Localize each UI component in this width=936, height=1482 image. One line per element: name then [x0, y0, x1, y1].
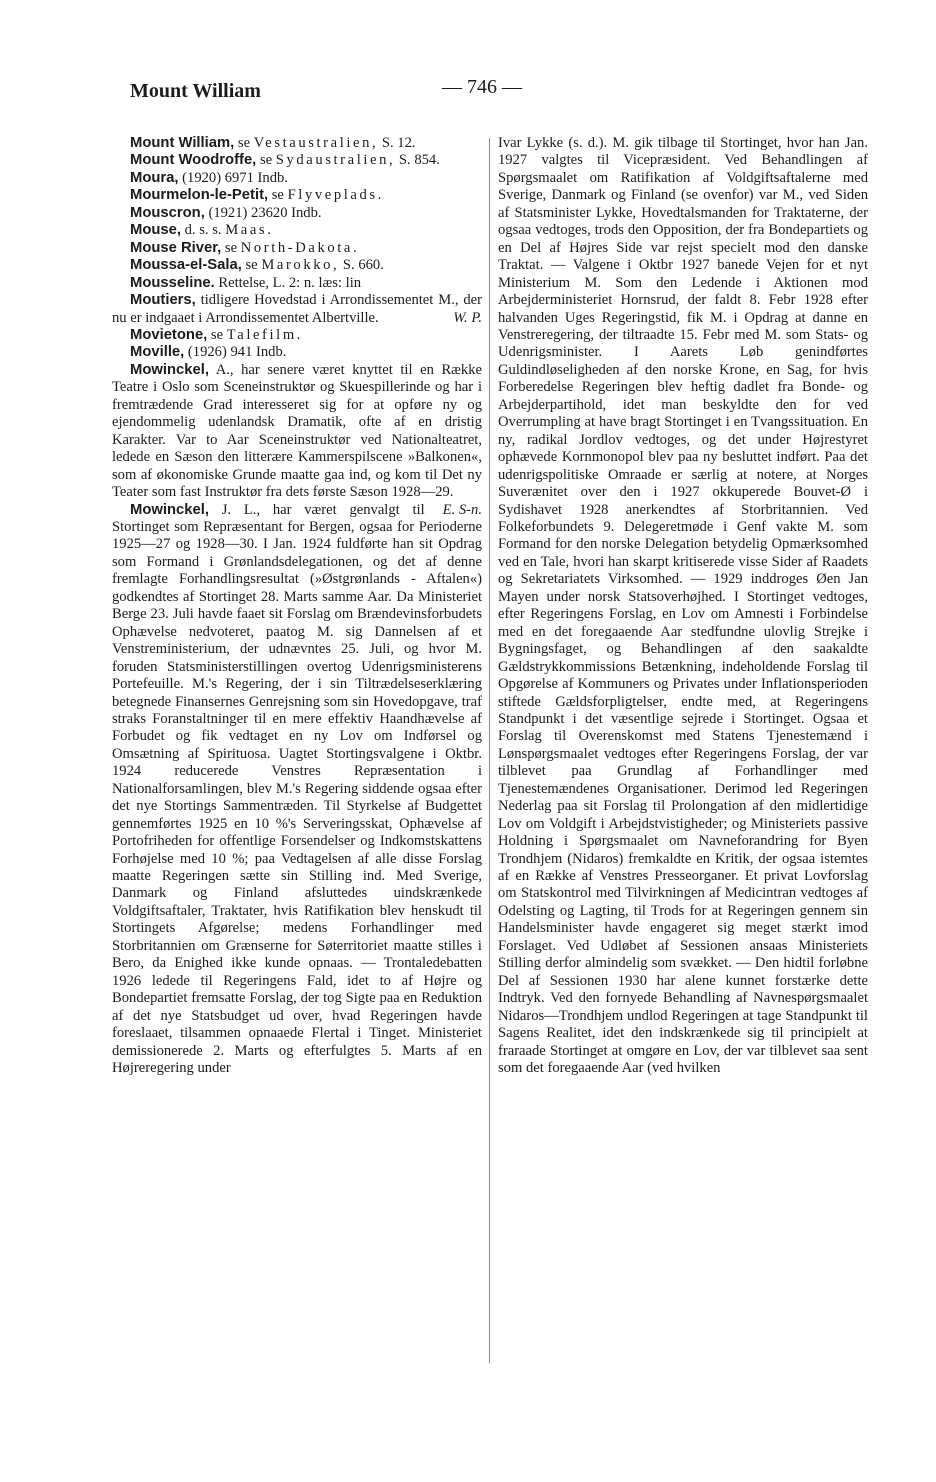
entry-text: S. 660.	[339, 257, 384, 274]
headword: Mount Woodroffe,	[130, 152, 257, 169]
entry-mouse-river	[112, 240, 482, 257]
cross-ref-prefix: se	[241, 257, 262, 274]
author-signature: W. P.	[453, 309, 482, 326]
cross-ref-prefix: se	[256, 152, 276, 169]
entry-mount-william	[112, 135, 482, 152]
entry-mount-woodroffe	[112, 152, 482, 169]
entry-mouse	[112, 222, 482, 239]
headword: Moussa-el-Sala,	[130, 257, 242, 274]
entry-moville	[112, 344, 482, 361]
cross-ref: Flyveplads.	[287, 187, 384, 204]
headword: Mousseline.	[130, 274, 215, 291]
entry-text: (1921) 23620 Indb.	[204, 204, 322, 221]
page-number: — 746 —	[442, 76, 522, 98]
page-header	[112, 74, 877, 108]
column-rule	[489, 138, 490, 1363]
cross-ref: Sydaustralien,	[275, 152, 396, 169]
author-signature: E. S-n.	[442, 501, 482, 518]
entry-text: S. 854.	[395, 152, 440, 169]
entry-mouscron	[112, 205, 482, 222]
entry-text: A., har senere været knyttet til en Række Teatre i Oslo som Sceneinstruktør og Skuespillerinde og har i fremtrædende Grad interesseret sig for at opføre ny og ejendommelig udenlandsk Dramatik, ofte af en dristig Karakter. Var to Aar Sceneinstruktør ved Nationalteatret, ledede en Sæson den litterære Kammerspilscene »Balkonen«, som af økonomiske Grunde maatte gaa ind, og kom til Det ny Teater som fast Instruktør fra dets første Sæson 1928—29.	[112, 361, 482, 501]
continued-text: Ivar Lykke (s. d.). M. gik tilbage til Stortinget, hvor han Jan. 1927 valgtes til Vicepræsident. Ved Behandlingen af Spørgsmaalet om Ratifikation af Voldgiftsaftalerne med Sverige, Danmark og Finland (se ovenfor) var M., ved Siden af Statsminister Lykke, Hovedtalsmanden for Traktaterne, der ogsaa vedtoges, trods den Opposition, der fra Bondepartiets og en Del af Højres Side var rejst specielt mod den danske Traktat. — Valgene i Oktbr 1927 banede Vejen for et nyt Ministerium M. Som den Ledende i Aktionen mod Arbejderministeriet Hornsrud, der faldt 8. Febr 1928 efter halvanden Uges Regeringstid, fik M. i Opdrag at danne en Venstreregering, der tiltraadte 15. Febr med M. som Stats- og Udenrigsminister. I Aarets Løb genindførtes Guldindløseligheden af den norske Krone, en Sag, for hvis Forberedelse Regeringen blev heftig dadlet fra Bonde- og Arbejderpartihold, idet man beskyldte den for ved Overrumpling at have bragt Stortinget i en Tvangssituation. En ny, radikal Jordlov vedtoges, og det under Højrestyret ophævede Kornmonopol blev paa ny besluttet indført. Paa det udenrigspolitiske Omraade er særlig at notere, at Norges Suverænitet over den i 1927 okkuperede Bouvet-Ø i Sydishavet 1928 anerkendtes af Storbritannien. Ved Folkeforbundets 9. Delegeretmøde i Genf vakte M. som Formand for den norske Delegation betydelig Opmærksomhed ved en Tale, hvori han skarpt kritiserede visse Sider af Raadets og Sekretariatets Virksomhed. — 1929 inddroges Øen Jan Mayen under norsk Statsoverhøjhed. I Stortinget vedtoges, efter Regeringens Forslag, en Lov om Amnesti i Forbindelse med en det foregaaende Aar stedfundne ulovlig Strejke i Bygningsfaget, og Behandlingen af den saakaldte Gældstrykkommissions Betænkning, indeholdende Forslag til Opgørelse af Kommuners og Privates under Inflationsperioden stiftede Gældsforpligtelser, endte med, at Regeringens Standpunkt i det væsentlige sejrede i Stortinget. Ogsaa et Forslag til Overenskomst med Statens Tjenestemænd i Lønspørgsmaalet vedtoges efter Regeringens Forslag, der var tilblevet paa Grundlag af Forhandlinger med Tjenestemændenes Organisationer. Derimod led Regeringen Nederlag paa sit Forslag til Prolongation af den midlertidige Lov om Voldgift i Arbejdstvistigheder; og Ministeriets passive Holdning i Spørgsmaalet om Navneforandring for Byen Trondhjem (Nidaros) fremkaldte en Kritik, der ogsaa istemtes af en Række af Venstres Presseorganer. Et privat Lovforslag om Statskontrol med Tilvirkningen af Medicintran vedtoges af Odelsting og Lagting, til Trods for at Regeringen gennem sin Handelsminister havde engageret sig meget stærkt imod Forslaget. Ved Udløbet af Sessionen ansaas Ministeriets Stilling derfor almindelig som svækket. — Den hidtil forløbne Del af Sessionen 1930 har alene kunnet forstærke dette Indtryk. Ved den fornyede Behandling af Navnespørgsmaalet Nidaros—Trondhjem undlod Regeringen at tage Standpunkt til Sagens Realitet, idet den indskrænkede sig til principielt at fraraade Stortinget at omgøre en Lov, der var tilblevet saa sent som det foregaaende Aar (ved hvilken	[498, 135, 868, 1077]
cross-ref-prefix: se	[207, 326, 227, 343]
cross-ref: Talefilm.	[226, 326, 304, 343]
entry-text: tidligere Hovedstad i Arrondissementet M., der nu er indgaaet i Arrondissementet Albertville.	[112, 292, 482, 326]
entry-text: J. L., har været genvalgt til Stortinget som Repræsentant for Bergen, ogsaa for Perioderne 1925—27 og 1928—30. I Jan. 1924 fuldførte han sit Opdrag som Formand i Grønlandsdelegationen, og det af denne fremlagte Forhandlingsresultat (»Østgrønlands - Aftalen«) godkendtes af Stortinget 28. Marts samme Aar. Da Ministeriet Berge 23. Juli havde faaet sit Forslag om Brændevinsforbudets Ophævelse nedvoteret, paatog M. sig Dannelsen af et Venstreministerium, der udnævntes 25. Juli, og hvor M. foruden Statsministerstillingen overtog Udenrigsministerens Portefeuille. M.'s Regering, der i sin Tiltrædelseserklæring betegnede Finansernes Genrejsning som sin Hovedopgave, traf straks Foranstaltninger til en mere effektiv Haandhævelse af Forbudet og fik vedtaget en ny Lov om Indførsel og Omsætning af Spirituosa. Uagtet Stortingsvalgene i Oktbr. 1924 reducerede Venstres Repræsentation i Nationalforsamlingen, blev M.'s Regering siddende ogsaa efter det nye Stortings Sammentræden. Til Styrkelse af Budgettet gennemførtes 1925 en 10 %'s Serveringsskat, Ophævelse af Portofriheden for offentlige Forsendelser og Indkomstskattens Forhøjelse med 10 %; paa Vedtagelsen af alle disse Forslag maatte Regeringen sætte sin Stilling ind. Med Sverige, Danmark og Finland afsluttedes uindskrænkede Voldgiftsaftaler, Traktater, hvis Ratifikation blev henskudt til Stortingets Afgørelse; medens Forhandlinger med Storbritannien om Grænserne for Søterritoriet maatte stilles i Bero, da Enighed ikke kunde opnaas. — Trontaledebatten 1926 ledede til Regeringens Fald, idet to af Højre og Bondepartiet fremsatte Forslag, der tog Sigte paa en Reduktion af det nye Statsbudget ud over, hvad Regeringen havde foreslaaet, tilsammen opnaaede Flertal i Tinget. Ministeriet demissionerede 2. Marts og efterfulgtes 5. Marts af en Højreregering under	[112, 501, 482, 1077]
headword: Moville,	[130, 344, 185, 361]
cross-ref-prefix: d. s. s.	[180, 222, 226, 239]
left-column	[112, 135, 482, 1077]
cross-ref: Vestaustralien,	[253, 135, 379, 151]
headword: Movietone,	[130, 326, 208, 343]
headword: Mount William,	[130, 135, 235, 151]
cross-ref-prefix: se	[221, 239, 241, 256]
cross-ref-prefix: se	[268, 187, 288, 204]
entry-mowinckel-a	[112, 361, 482, 518]
entry-text: S. 12.	[378, 135, 416, 151]
entry-mowinckel-jl	[112, 502, 482, 1078]
right-column	[498, 135, 868, 1077]
headword: Moura,	[130, 169, 179, 186]
headword: Mowinckel,	[130, 501, 209, 518]
headword: Mouscron,	[130, 204, 205, 221]
entry-movietone	[112, 327, 482, 344]
headword: Mouse,	[130, 222, 181, 239]
cross-ref: Marokko,	[261, 257, 340, 274]
headword: Mouse River,	[130, 239, 222, 256]
cross-ref-prefix: se	[234, 135, 254, 151]
entry-text: Rettelse, L. 2: n. læs: lin	[214, 274, 362, 291]
entry-text: (1926) 941 Indb.	[184, 344, 287, 361]
headword: Mowinckel,	[130, 361, 209, 378]
cross-ref: Maas.	[225, 222, 274, 239]
entry-text: (1920) 6971 Indb.	[178, 169, 288, 186]
entry-mousseline	[112, 275, 482, 292]
headword: Moutiers,	[130, 292, 196, 309]
entry-moussa-el-sala	[112, 257, 482, 274]
cross-ref: North-Dakota.	[240, 239, 360, 256]
headword: Mourmelon-le-Petit,	[130, 187, 269, 204]
running-head: Mount William	[130, 80, 261, 102]
entry-moutiers	[112, 292, 482, 327]
entry-moura	[112, 170, 482, 187]
entry-mourmelon	[112, 187, 482, 204]
